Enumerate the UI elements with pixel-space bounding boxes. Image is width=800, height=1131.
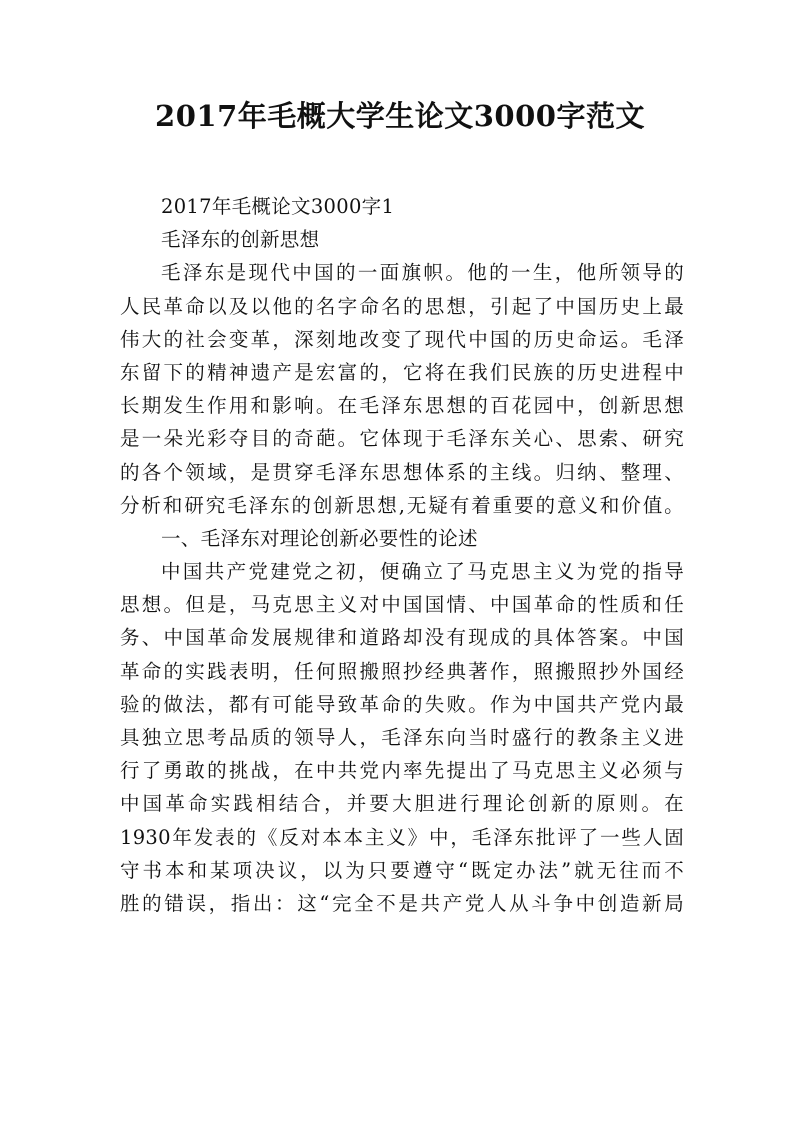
paragraph-line: 人民革命以及以他的名字命名的思想，引起了中国历史上最 — [120, 294, 684, 318]
paragraph-line: 验的做法，都有可能导致革命的失败。作为中国共产党内最 — [120, 692, 684, 716]
paragraph-line: 2017年毛概论文3000字1 — [161, 195, 395, 218]
paragraph-line: 是一朵光彩夺目的奇葩。它体现于毛泽东关心、思索、研究 — [120, 427, 684, 451]
paragraph-line: 1930年发表的《反对本本主义》中，毛泽东批评了一些人固 — [120, 825, 684, 849]
paragraph-line: 具独立思考品质的领导人，毛泽东向当时盛行的教条主义进 — [120, 726, 684, 749]
paragraph-line: 思想。但是，马克思主义对中国国情、中国革命的性质和任 — [120, 593, 684, 617]
paragraph-line: 伟大的社会变革，深刻地改变了现代中国的历史命运。毛泽 — [120, 327, 684, 351]
paragraph-line: 中国共产党建党之初，便确立了马克思主义为党的指导 — [161, 560, 684, 584]
paragraph-line: 行了勇敢的挑战，在中共党内率先提出了马克思主义必须与 — [120, 759, 684, 783]
document-title: 2017年毛概大学生论文3000字范文 — [155, 99, 645, 133]
paragraph-line: 东留下的精神遗产是宏富的，它将在我们民族的历史进程中 — [120, 360, 684, 384]
paragraph-line: 胜的错误，指出：这“完全不是共产党人从斗争中创造新局 — [120, 891, 684, 915]
paragraph-line: 长期发生作用和影响。在毛泽东思想的百花园中，创新思想 — [120, 394, 684, 418]
paragraph-line: 的各个领域，是贯穿毛泽东思想体系的主线。归纳、整理、 — [120, 460, 684, 484]
paragraph-line: 守书本和某项决议，以为只要遵守“既定办法”就无往而不 — [120, 858, 684, 882]
paragraph-line: 一、毛泽东对理论创新必要性的论述 — [161, 526, 478, 550]
paragraph-line: 务、中国革命发展规律和道路却没有现成的具体答案。中国 — [120, 626, 684, 650]
paragraph-line: 毛泽东是现代中国的一面旗帜。他的一生，他所领导的 — [161, 261, 684, 285]
paragraph-line: 分析和研究毛泽东的创新思想,无疑有着重要的意义和价值。 — [120, 493, 684, 517]
document-body — [120, 190, 684, 920]
paragraph-line: 毛泽东的创新思想 — [161, 228, 320, 252]
paragraph-line: 中国革命实践相结合，并要大胆进行理论创新的原则。在 — [120, 792, 684, 816]
paragraph-line: 革命的实践表明，任何照搬照抄经典著作，照搬照抄外国经 — [120, 659, 684, 683]
